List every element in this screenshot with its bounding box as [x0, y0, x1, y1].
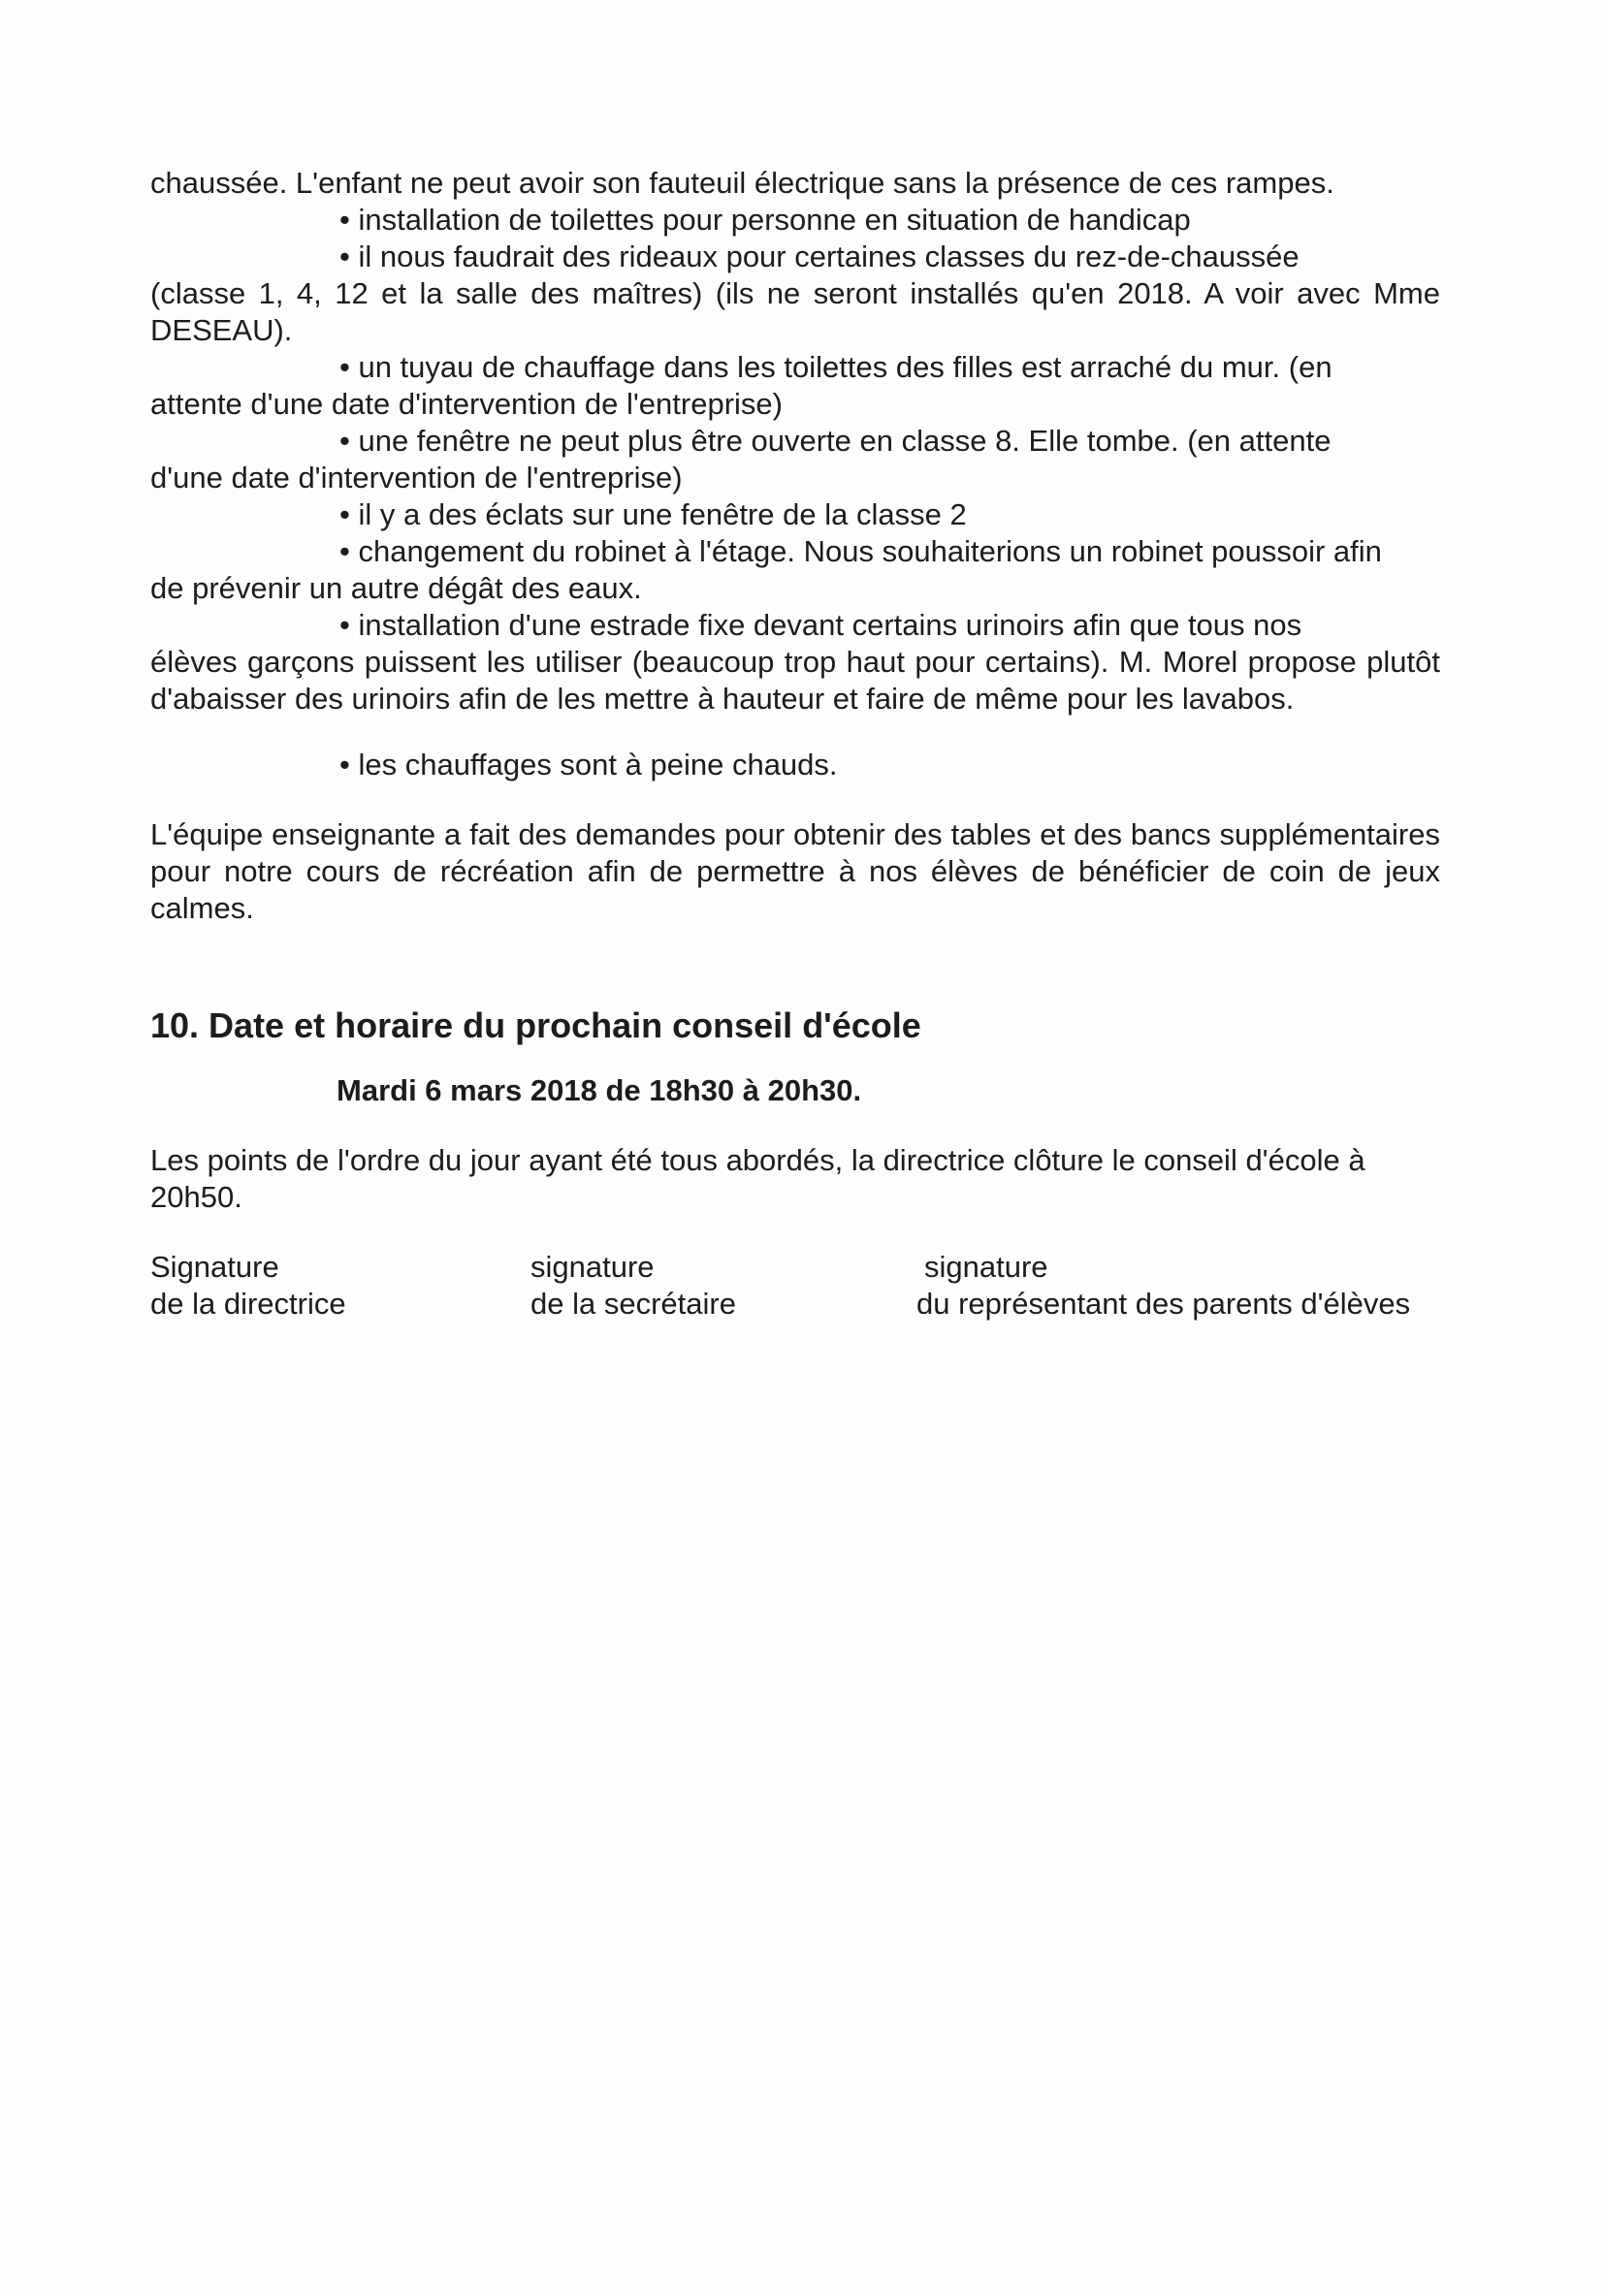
- team-request-paragraph: L'équipe enseignante a fait des demandes pour obtenir des tables et des bancs supplémentaires pour notre cours de récréation afin de permettre à nos élèves de bénéficier de coin de jeux calmes.: [150, 817, 1440, 925]
- signature-secretaire: [530, 1249, 916, 1323]
- bullet-item: [150, 349, 1440, 423]
- bullet-item: [150, 202, 1440, 239]
- bullet-item: [150, 496, 1440, 533]
- next-meeting-date: Mardi 6 mars 2018 de 18h30 à 20h30.: [337, 1073, 862, 1107]
- bullet-continuation: d'une date d'intervention de l'entreprise): [150, 461, 683, 494]
- signature-label: signature: [530, 1250, 655, 1284]
- heating-bullet: [150, 747, 1440, 783]
- bullet-continuation: de prévenir un autre dégât des eaux.: [150, 571, 642, 605]
- spacer: [150, 718, 1440, 747]
- signature-directrice: [150, 1249, 530, 1323]
- bullet-first-line: • il nous faudrait des rideaux pour certaines classes du rez-de-chaussée: [339, 239, 1300, 273]
- bullet-continuation: élèves garçons puissent les utiliser (beaucoup trop haut pour certains). M. Morel propose plutôt d'abaisser des urinoirs afin de les mettre à hauteur et faire de même pour les lavabos.: [150, 645, 1440, 716]
- signature-role: du représentant des parents d'élèves: [916, 1287, 1411, 1321]
- bullet-first-line: • une fenêtre ne peut plus être ouverte en classe 8. Elle tombe. (en attente: [339, 424, 1332, 458]
- spacer: [150, 1109, 1440, 1142]
- bullet-item: [150, 533, 1440, 607]
- spacer: [150, 783, 1440, 816]
- signature-block: [150, 1249, 1440, 1323]
- bullet-item: [150, 607, 1440, 718]
- signature-label: Signature: [150, 1250, 279, 1284]
- spacer: [150, 1216, 1440, 1249]
- bullet-first-line: • il y a des éclats sur une fenêtre de la classe 2: [339, 497, 967, 531]
- signature-parents: [916, 1249, 1440, 1323]
- document-content: [150, 165, 1440, 1323]
- bullet-first-line: • installation de toilettes pour personne en situation de handicap: [339, 203, 1191, 237]
- bullet-item: [150, 239, 1440, 349]
- spacer: [150, 1047, 1440, 1072]
- bullet-first-line: • les chauffages sont à peine chauds.: [339, 748, 838, 781]
- intro-line: chaussée. L'enfant ne peut avoir son fauteuil électrique sans la présence de ces rampes.: [150, 166, 1334, 200]
- bullet-item: [150, 423, 1440, 496]
- closing-paragraph: Les points de l'ordre du jour ayant été tous abordés, la directrice clôture le conseil d'école à 20h50.: [150, 1143, 1365, 1214]
- signature-role: de la secrétaire: [530, 1287, 736, 1321]
- bullet-first-line: • un tuyau de chauffage dans les toilettes des filles est arraché du mur. (en: [339, 350, 1332, 384]
- bullet-continuation: attente d'une date d'intervention de l'entreprise): [150, 387, 783, 421]
- bullet-first-line: • installation d'une estrade fixe devant certains urinoirs afin que tous nos: [339, 608, 1302, 642]
- section-title: 10. Date et horaire du prochain conseil d'école: [150, 1005, 921, 1045]
- bullet-continuation: (classe 1, 4, 12 et la salle des maîtres) (ils ne seront installés qu'en 2018. A voir avec Mme DESEAU).: [150, 276, 1440, 347]
- spacer: [150, 927, 1440, 1004]
- bullet-first-line: • changement du robinet à l'étage. Nous souhaiterions un robinet poussoir afin: [339, 534, 1382, 568]
- signature-role: de la directrice: [150, 1287, 346, 1321]
- signature-label: signature: [924, 1250, 1048, 1284]
